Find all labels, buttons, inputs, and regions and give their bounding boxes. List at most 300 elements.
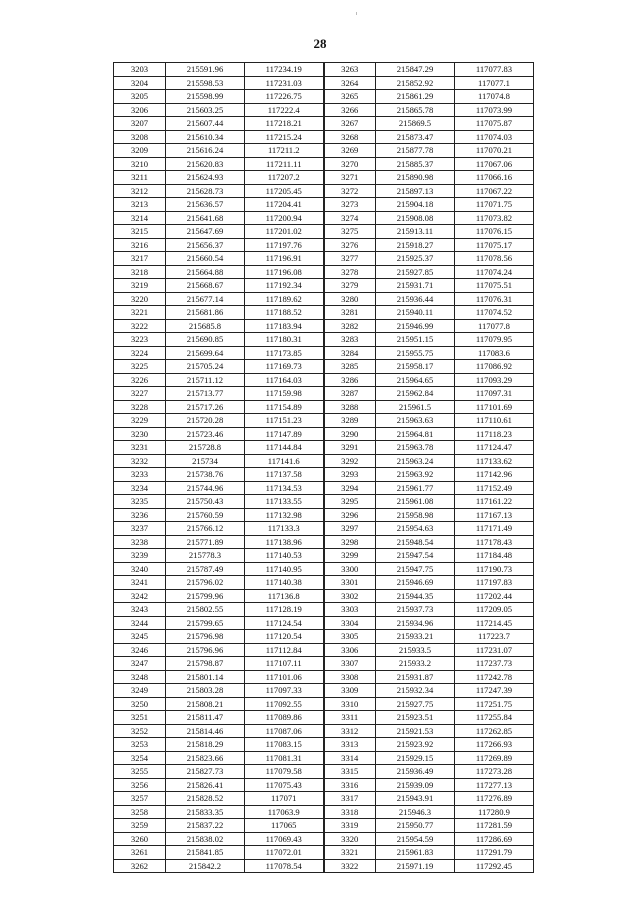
x-coordinate-cell: 215750.43 — [166, 495, 245, 509]
y-coordinate-cell: 117207.2 — [245, 171, 324, 185]
point-number-cell: 3238 — [114, 535, 166, 549]
point-number-cell: 3263 — [324, 63, 376, 77]
x-coordinate-cell: 215823.66 — [166, 751, 245, 765]
point-number-cell: 3262 — [114, 859, 166, 873]
y-coordinate-cell: 117211.2 — [245, 144, 324, 158]
y-coordinate-cell: 117101.69 — [455, 400, 534, 414]
y-coordinate-cell: 117134.53 — [245, 481, 324, 495]
point-number-cell: 3303 — [324, 603, 376, 617]
x-coordinate-cell: 215699.64 — [166, 346, 245, 360]
point-number-cell: 3230 — [114, 427, 166, 441]
table-row — [114, 495, 534, 509]
y-coordinate-cell: 117072.01 — [245, 846, 324, 860]
y-coordinate-cell: 117152.49 — [455, 481, 534, 495]
table-row — [114, 859, 534, 873]
y-coordinate-cell: 117078.56 — [455, 252, 534, 266]
point-number-cell: 3231 — [114, 441, 166, 455]
y-coordinate-cell: 117183.94 — [245, 319, 324, 333]
y-coordinate-cell: 117081.31 — [245, 751, 324, 765]
x-coordinate-cell: 215933.21 — [376, 630, 455, 644]
point-number-cell: 3277 — [324, 252, 376, 266]
y-coordinate-cell: 117083.15 — [245, 738, 324, 752]
x-coordinate-cell: 215734 — [166, 454, 245, 468]
x-coordinate-cell: 215796.96 — [166, 643, 245, 657]
point-number-cell: 3240 — [114, 562, 166, 576]
point-number-cell: 3293 — [324, 468, 376, 482]
point-number-cell: 3281 — [324, 306, 376, 320]
x-coordinate-cell: 215616.24 — [166, 144, 245, 158]
table-row — [114, 805, 534, 819]
point-number-cell: 3206 — [114, 103, 166, 117]
y-coordinate-cell: 117097.33 — [245, 684, 324, 698]
point-number-cell: 3267 — [324, 117, 376, 131]
y-coordinate-cell: 117266.93 — [455, 738, 534, 752]
x-coordinate-cell: 215958.98 — [376, 508, 455, 522]
point-number-cell: 3212 — [114, 184, 166, 198]
x-coordinate-cell: 215771.89 — [166, 535, 245, 549]
x-coordinate-cell: 215766.12 — [166, 522, 245, 536]
point-number-cell: 3314 — [324, 751, 376, 765]
point-number-cell: 3223 — [114, 333, 166, 347]
x-coordinate-cell: 215929.15 — [376, 751, 455, 765]
point-number-cell: 3273 — [324, 198, 376, 212]
point-number-cell: 3222 — [114, 319, 166, 333]
y-coordinate-cell: 117141.6 — [245, 454, 324, 468]
x-coordinate-cell: 215927.75 — [376, 697, 455, 711]
point-number-cell: 3207 — [114, 117, 166, 131]
x-coordinate-cell: 215947.75 — [376, 562, 455, 576]
point-number-cell: 3294 — [324, 481, 376, 495]
point-number-cell: 3214 — [114, 211, 166, 225]
y-coordinate-cell: 117173.85 — [245, 346, 324, 360]
point-number-cell: 3256 — [114, 778, 166, 792]
x-coordinate-cell: 215923.51 — [376, 711, 455, 725]
x-coordinate-cell: 215933.2 — [376, 657, 455, 671]
x-coordinate-cell: 215861.29 — [376, 90, 455, 104]
point-number-cell: 3285 — [324, 360, 376, 374]
y-coordinate-cell: 117291.79 — [455, 846, 534, 860]
point-number-cell: 3290 — [324, 427, 376, 441]
y-coordinate-cell: 117209.05 — [455, 603, 534, 617]
x-coordinate-cell: 215927.85 — [376, 265, 455, 279]
x-coordinate-cell: 215636.57 — [166, 198, 245, 212]
y-coordinate-cell: 117075.17 — [455, 238, 534, 252]
x-coordinate-cell: 215799.96 — [166, 589, 245, 603]
x-coordinate-cell: 215885.37 — [376, 157, 455, 171]
point-number-cell: 3320 — [324, 832, 376, 846]
point-number-cell: 3284 — [324, 346, 376, 360]
x-coordinate-cell: 215798.87 — [166, 657, 245, 671]
x-coordinate-cell: 215931.71 — [376, 279, 455, 293]
point-number-cell: 3297 — [324, 522, 376, 536]
y-coordinate-cell: 117078.54 — [245, 859, 324, 873]
y-coordinate-cell: 117083.6 — [455, 346, 534, 360]
x-coordinate-cell: 215720.28 — [166, 414, 245, 428]
y-coordinate-cell: 117151.23 — [245, 414, 324, 428]
point-number-cell: 3218 — [114, 265, 166, 279]
x-coordinate-cell: 215961.5 — [376, 400, 455, 414]
point-number-cell: 3280 — [324, 292, 376, 306]
y-coordinate-cell: 117269.89 — [455, 751, 534, 765]
y-coordinate-cell: 117280.9 — [455, 805, 534, 819]
y-coordinate-cell: 117142.96 — [455, 468, 534, 482]
y-coordinate-cell: 117077.83 — [455, 63, 534, 77]
point-number-cell: 3308 — [324, 670, 376, 684]
point-number-cell: 3250 — [114, 697, 166, 711]
table-row — [114, 765, 534, 779]
y-coordinate-cell: 117076.15 — [455, 225, 534, 239]
x-coordinate-cell: 215711.12 — [166, 373, 245, 387]
y-coordinate-cell: 117215.24 — [245, 130, 324, 144]
x-coordinate-cell: 215943.91 — [376, 792, 455, 806]
point-number-cell: 3319 — [324, 819, 376, 833]
x-coordinate-cell: 215656.37 — [166, 238, 245, 252]
y-coordinate-cell: 117286.69 — [455, 832, 534, 846]
point-number-cell: 3243 — [114, 603, 166, 617]
x-coordinate-cell: 215738.76 — [166, 468, 245, 482]
table-row — [114, 562, 534, 576]
y-coordinate-cell: 117222.4 — [245, 103, 324, 117]
y-coordinate-cell: 117159.98 — [245, 387, 324, 401]
y-coordinate-cell: 117066.16 — [455, 171, 534, 185]
table-row — [114, 535, 534, 549]
point-number-cell: 3209 — [114, 144, 166, 158]
x-coordinate-cell: 215933.5 — [376, 643, 455, 657]
table-row — [114, 616, 534, 630]
y-coordinate-cell: 117065 — [245, 819, 324, 833]
point-number-cell: 3288 — [324, 400, 376, 414]
point-number-cell: 3312 — [324, 724, 376, 738]
y-coordinate-cell: 117110.61 — [455, 414, 534, 428]
y-coordinate-cell: 117118.23 — [455, 427, 534, 441]
y-coordinate-cell: 117101.06 — [245, 670, 324, 684]
x-coordinate-cell: 215936.49 — [376, 765, 455, 779]
y-coordinate-cell: 117133.3 — [245, 522, 324, 536]
x-coordinate-cell: 215801.14 — [166, 670, 245, 684]
table-row — [114, 589, 534, 603]
x-coordinate-cell: 215948.54 — [376, 535, 455, 549]
y-coordinate-cell: 117092.55 — [245, 697, 324, 711]
point-number-cell: 3259 — [114, 819, 166, 833]
x-coordinate-cell: 215852.92 — [376, 76, 455, 90]
table-row — [114, 508, 534, 522]
y-coordinate-cell: 117147.89 — [245, 427, 324, 441]
point-number-cell: 3239 — [114, 549, 166, 563]
table-row — [114, 684, 534, 698]
table-row — [114, 522, 534, 536]
point-number-cell: 3245 — [114, 630, 166, 644]
x-coordinate-cell: 215954.59 — [376, 832, 455, 846]
point-number-cell: 3244 — [114, 616, 166, 630]
y-coordinate-cell: 117262.85 — [455, 724, 534, 738]
y-coordinate-cell: 117201.02 — [245, 225, 324, 239]
x-coordinate-cell: 215841.85 — [166, 846, 245, 860]
y-coordinate-cell: 117144.84 — [245, 441, 324, 455]
point-number-cell: 3274 — [324, 211, 376, 225]
point-number-cell: 3301 — [324, 576, 376, 590]
table-row — [114, 697, 534, 711]
y-coordinate-cell: 117075.43 — [245, 778, 324, 792]
y-coordinate-cell: 117196.08 — [245, 265, 324, 279]
table-row — [114, 333, 534, 347]
table-row — [114, 198, 534, 212]
y-coordinate-cell: 117074.03 — [455, 130, 534, 144]
table-row — [114, 630, 534, 644]
x-coordinate-cell: 215946.3 — [376, 805, 455, 819]
y-coordinate-cell: 117067.22 — [455, 184, 534, 198]
x-coordinate-cell: 215705.24 — [166, 360, 245, 374]
x-coordinate-cell: 215865.78 — [376, 103, 455, 117]
x-coordinate-cell: 215947.54 — [376, 549, 455, 563]
y-coordinate-cell: 117075.87 — [455, 117, 534, 131]
coordinates-table — [113, 62, 534, 873]
table-row — [114, 346, 534, 360]
y-coordinate-cell: 117133.55 — [245, 495, 324, 509]
point-number-cell: 3272 — [324, 184, 376, 198]
point-number-cell: 3317 — [324, 792, 376, 806]
x-coordinate-cell: 215961.77 — [376, 481, 455, 495]
point-number-cell: 3205 — [114, 90, 166, 104]
y-coordinate-cell: 117140.95 — [245, 562, 324, 576]
y-coordinate-cell: 117164.03 — [245, 373, 324, 387]
table-row — [114, 657, 534, 671]
x-coordinate-cell: 215818.29 — [166, 738, 245, 752]
y-coordinate-cell: 117180.31 — [245, 333, 324, 347]
table-row — [114, 238, 534, 252]
y-coordinate-cell: 117205.45 — [245, 184, 324, 198]
x-coordinate-cell: 215833.35 — [166, 805, 245, 819]
y-coordinate-cell: 117171.49 — [455, 522, 534, 536]
y-coordinate-cell: 117079.95 — [455, 333, 534, 347]
x-coordinate-cell: 215963.24 — [376, 454, 455, 468]
point-number-cell: 3213 — [114, 198, 166, 212]
x-coordinate-cell: 215647.69 — [166, 225, 245, 239]
point-number-cell: 3254 — [114, 751, 166, 765]
x-coordinate-cell: 215728.8 — [166, 441, 245, 455]
point-number-cell: 3289 — [324, 414, 376, 428]
table-row — [114, 225, 534, 239]
x-coordinate-cell: 215778.3 — [166, 549, 245, 563]
x-coordinate-cell: 215610.34 — [166, 130, 245, 144]
point-number-cell: 3228 — [114, 400, 166, 414]
y-coordinate-cell: 117138.96 — [245, 535, 324, 549]
x-coordinate-cell: 215964.65 — [376, 373, 455, 387]
y-coordinate-cell: 117251.75 — [455, 697, 534, 711]
point-number-cell: 3291 — [324, 441, 376, 455]
point-number-cell: 3275 — [324, 225, 376, 239]
y-coordinate-cell: 117211.11 — [245, 157, 324, 171]
point-number-cell: 3235 — [114, 495, 166, 509]
y-coordinate-cell: 117087.06 — [245, 724, 324, 738]
table-row — [114, 481, 534, 495]
y-coordinate-cell: 117277.13 — [455, 778, 534, 792]
y-coordinate-cell: 117093.29 — [455, 373, 534, 387]
y-coordinate-cell: 117188.52 — [245, 306, 324, 320]
point-number-cell: 3232 — [114, 454, 166, 468]
y-coordinate-cell: 117132.98 — [245, 508, 324, 522]
point-number-cell: 3302 — [324, 589, 376, 603]
x-coordinate-cell: 215847.29 — [376, 63, 455, 77]
x-coordinate-cell: 215940.11 — [376, 306, 455, 320]
table-row — [114, 157, 534, 171]
x-coordinate-cell: 215923.92 — [376, 738, 455, 752]
table-row — [114, 832, 534, 846]
y-coordinate-cell: 117140.38 — [245, 576, 324, 590]
x-coordinate-cell: 215961.83 — [376, 846, 455, 860]
y-coordinate-cell: 117189.62 — [245, 292, 324, 306]
point-number-cell: 3269 — [324, 144, 376, 158]
table-row — [114, 670, 534, 684]
x-coordinate-cell: 215603.25 — [166, 103, 245, 117]
point-number-cell: 3266 — [324, 103, 376, 117]
y-coordinate-cell: 117124.54 — [245, 616, 324, 630]
point-number-cell: 3237 — [114, 522, 166, 536]
table-row — [114, 252, 534, 266]
table-row — [114, 711, 534, 725]
table-row — [114, 373, 534, 387]
point-number-cell: 3264 — [324, 76, 376, 90]
table-row — [114, 292, 534, 306]
y-coordinate-cell: 117169.73 — [245, 360, 324, 374]
y-coordinate-cell: 117231.03 — [245, 76, 324, 90]
y-coordinate-cell: 117231.07 — [455, 643, 534, 657]
point-number-cell: 3313 — [324, 738, 376, 752]
x-coordinate-cell: 215950.77 — [376, 819, 455, 833]
point-number-cell: 3261 — [114, 846, 166, 860]
x-coordinate-cell: 215591.96 — [166, 63, 245, 77]
table-row — [114, 468, 534, 482]
x-coordinate-cell: 215668.67 — [166, 279, 245, 293]
x-coordinate-cell: 215890.98 — [376, 171, 455, 185]
table-row — [114, 265, 534, 279]
point-number-cell: 3253 — [114, 738, 166, 752]
y-coordinate-cell: 117077.8 — [455, 319, 534, 333]
point-number-cell: 3316 — [324, 778, 376, 792]
y-coordinate-cell: 117178.43 — [455, 535, 534, 549]
point-number-cell: 3220 — [114, 292, 166, 306]
y-coordinate-cell: 117074.24 — [455, 265, 534, 279]
x-coordinate-cell: 215796.02 — [166, 576, 245, 590]
y-coordinate-cell: 117292.45 — [455, 859, 534, 873]
y-coordinate-cell: 117075.51 — [455, 279, 534, 293]
point-number-cell: 3248 — [114, 670, 166, 684]
point-number-cell: 3307 — [324, 657, 376, 671]
x-coordinate-cell: 215744.96 — [166, 481, 245, 495]
x-coordinate-cell: 215918.27 — [376, 238, 455, 252]
x-coordinate-cell: 215681.86 — [166, 306, 245, 320]
y-coordinate-cell: 117214.45 — [455, 616, 534, 630]
x-coordinate-cell: 215963.78 — [376, 441, 455, 455]
y-coordinate-cell: 117167.13 — [455, 508, 534, 522]
point-number-cell: 3252 — [114, 724, 166, 738]
table-row — [114, 144, 534, 158]
point-number-cell: 3295 — [324, 495, 376, 509]
y-coordinate-cell: 117074.8 — [455, 90, 534, 104]
point-number-cell: 3210 — [114, 157, 166, 171]
x-coordinate-cell: 215607.44 — [166, 117, 245, 131]
point-number-cell: 3211 — [114, 171, 166, 185]
table-row — [114, 387, 534, 401]
y-coordinate-cell: 117067.06 — [455, 157, 534, 171]
x-coordinate-cell: 215717.26 — [166, 400, 245, 414]
point-number-cell: 3282 — [324, 319, 376, 333]
x-coordinate-cell: 215931.87 — [376, 670, 455, 684]
x-coordinate-cell: 215897.13 — [376, 184, 455, 198]
y-coordinate-cell: 117136.8 — [245, 589, 324, 603]
x-coordinate-cell: 215971.19 — [376, 859, 455, 873]
x-coordinate-cell: 215641.68 — [166, 211, 245, 225]
x-coordinate-cell: 215837.22 — [166, 819, 245, 833]
y-coordinate-cell: 117197.83 — [455, 576, 534, 590]
x-coordinate-cell: 215685.8 — [166, 319, 245, 333]
x-coordinate-cell: 215936.44 — [376, 292, 455, 306]
point-number-cell: 3306 — [324, 643, 376, 657]
point-number-cell: 3321 — [324, 846, 376, 860]
y-coordinate-cell: 117255.84 — [455, 711, 534, 725]
y-coordinate-cell: 117086.92 — [455, 360, 534, 374]
y-coordinate-cell: 117276.89 — [455, 792, 534, 806]
x-coordinate-cell: 215955.75 — [376, 346, 455, 360]
x-coordinate-cell: 215944.35 — [376, 589, 455, 603]
point-number-cell: 3265 — [324, 90, 376, 104]
point-number-cell: 3296 — [324, 508, 376, 522]
point-number-cell: 3241 — [114, 576, 166, 590]
x-coordinate-cell: 215939.09 — [376, 778, 455, 792]
point-number-cell: 3276 — [324, 238, 376, 252]
point-number-cell: 3216 — [114, 238, 166, 252]
point-number-cell: 3204 — [114, 76, 166, 90]
point-number-cell: 3258 — [114, 805, 166, 819]
y-coordinate-cell: 117281.59 — [455, 819, 534, 833]
x-coordinate-cell: 215803.28 — [166, 684, 245, 698]
table-row — [114, 360, 534, 374]
table-row — [114, 63, 534, 77]
point-number-cell: 3300 — [324, 562, 376, 576]
x-coordinate-cell: 215913.11 — [376, 225, 455, 239]
y-coordinate-cell: 117071.75 — [455, 198, 534, 212]
x-coordinate-cell: 215620.83 — [166, 157, 245, 171]
table-row — [114, 724, 534, 738]
point-number-cell: 3305 — [324, 630, 376, 644]
x-coordinate-cell: 215808.21 — [166, 697, 245, 711]
point-number-cell: 3242 — [114, 589, 166, 603]
table-row — [114, 846, 534, 860]
x-coordinate-cell: 215937.73 — [376, 603, 455, 617]
coordinates-table-body — [114, 63, 534, 873]
y-coordinate-cell: 117097.31 — [455, 387, 534, 401]
y-coordinate-cell: 117077.1 — [455, 76, 534, 90]
page-number: 28 — [313, 36, 327, 51]
y-coordinate-cell: 117200.94 — [245, 211, 324, 225]
table-row — [114, 454, 534, 468]
x-coordinate-cell: 215877.78 — [376, 144, 455, 158]
y-coordinate-cell: 117071 — [245, 792, 324, 806]
point-number-cell: 3203 — [114, 63, 166, 77]
point-number-cell: 3322 — [324, 859, 376, 873]
x-coordinate-cell: 215828.52 — [166, 792, 245, 806]
point-number-cell: 3270 — [324, 157, 376, 171]
x-coordinate-cell: 215842.2 — [166, 859, 245, 873]
y-coordinate-cell: 117197.76 — [245, 238, 324, 252]
x-coordinate-cell: 215908.08 — [376, 211, 455, 225]
table-row — [114, 819, 534, 833]
y-coordinate-cell: 117133.62 — [455, 454, 534, 468]
point-number-cell: 3217 — [114, 252, 166, 266]
x-coordinate-cell: 215802.55 — [166, 603, 245, 617]
point-number-cell: 3225 — [114, 360, 166, 374]
point-number-cell: 3257 — [114, 792, 166, 806]
table-row — [114, 279, 534, 293]
